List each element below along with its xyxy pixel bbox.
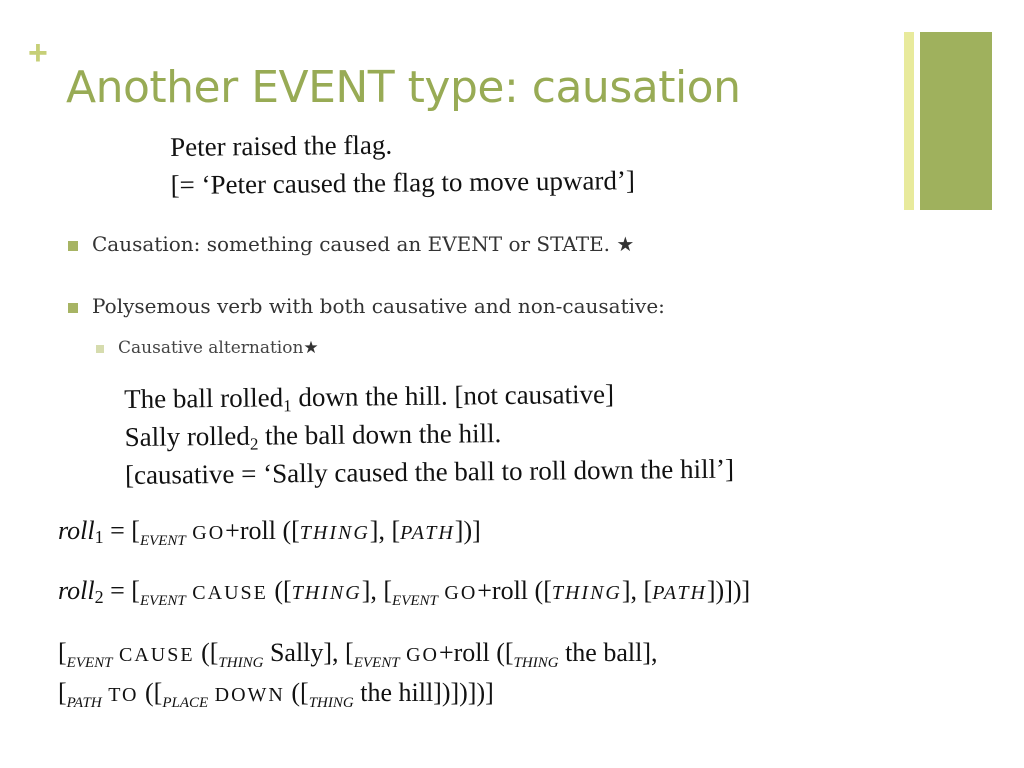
accent-bar-dark xyxy=(920,32,992,210)
formula-text: DOWN xyxy=(214,684,285,706)
star-icon: ★ xyxy=(616,232,635,256)
formula-text: = [ xyxy=(103,576,140,605)
bullet-polysemous xyxy=(92,294,665,318)
formula-text: Sally xyxy=(269,638,324,667)
formula-text: the hill xyxy=(360,678,434,707)
example-text: The ball rolled xyxy=(124,382,284,414)
example-roll xyxy=(124,374,734,494)
formula-text: +roll ([ xyxy=(477,576,552,605)
formula-roll1: roll1 = [$_{EVENT}$ GO+roll ([THING], [PATH])] xyxy=(58,516,481,549)
subscript: THING xyxy=(218,655,264,671)
slide-title: Another EVENT type: causation xyxy=(66,62,741,113)
formula-text: THING xyxy=(291,582,362,604)
formula-text: the ball xyxy=(565,638,643,667)
example-peter xyxy=(170,123,635,204)
example-text: Sally rolled xyxy=(124,420,250,452)
formula-text: = [ xyxy=(103,516,140,545)
subscript: EVENT xyxy=(139,593,186,609)
subscript: EVENT xyxy=(353,655,400,671)
subscript: 1 xyxy=(94,527,104,547)
bullet-text: Causation: something caused an EVENT or STATE. xyxy=(92,232,617,256)
formula-text: GO xyxy=(192,522,226,544)
bullet-marker xyxy=(68,241,78,251)
star-icon: ★ xyxy=(303,338,319,358)
formula-text: GO xyxy=(444,582,478,604)
bullet-text: Causative alternation xyxy=(118,338,304,358)
formula-text: PATH xyxy=(652,582,707,604)
subscript: EVENT xyxy=(392,593,438,609)
example-line: [= ‘Peter caused the flag to move upward’] xyxy=(170,165,636,200)
subscript: THING xyxy=(308,695,354,711)
bullet-marker xyxy=(68,303,78,313)
formula-text: roll xyxy=(58,576,95,605)
accent-bar-light xyxy=(904,32,914,210)
subscript: EVENT xyxy=(139,533,186,549)
subscript: 2 xyxy=(249,434,259,454)
bullet-text: Polysemous verb with both causative and non-causative: xyxy=(92,294,665,318)
formula-text: roll xyxy=(58,516,95,545)
formula-text: CAUSE xyxy=(192,582,268,604)
formula-text: THING xyxy=(299,522,370,544)
subscript: THING xyxy=(513,655,559,671)
plus-mark: + xyxy=(28,34,48,72)
subscript: PATH xyxy=(66,695,102,711)
formula-text: GO xyxy=(406,644,439,666)
example-line: Peter raised the flag. xyxy=(170,129,393,162)
subscript: EVENT xyxy=(66,655,113,671)
example-line: [causative = ‘Sally caused the ball to roll down the hill’] xyxy=(124,453,735,490)
sub-bullet-alternation xyxy=(118,338,319,358)
subscript: PLACE xyxy=(162,695,209,711)
formula-text: +roll ([ xyxy=(225,516,300,545)
formula-text: THING xyxy=(551,582,622,604)
subscript: 2 xyxy=(94,587,104,607)
bullet-causation xyxy=(92,232,634,256)
example-line xyxy=(124,374,733,418)
formula-text: TO xyxy=(108,684,139,706)
formula-text: PATH xyxy=(400,522,455,544)
subscript: 1 xyxy=(283,396,292,416)
formula-text: +roll ([ xyxy=(438,638,514,667)
example-text: the ball down the hill. xyxy=(258,418,502,451)
sub-bullet-marker xyxy=(96,345,104,353)
example-text: down the hill. [not causative] xyxy=(291,378,615,413)
formula-instance-line1: [$_{EVENT}$ CAUSE ([$_{THING}$ Sally], [$_{EVENT}$ GO+roll ([$_{THING}$ the ball], xyxy=(58,638,658,671)
example-line xyxy=(124,412,733,456)
formula-instance-line2: [$_{PATH}$ TO ([$_{PLACE}$ DOWN ([$_{THING}$ the hill])])])] xyxy=(58,678,494,711)
formula-roll2: roll2 = [$_{EVENT}$ CAUSE ([THING], [$_{EVENT}$ GO+roll ([THING], [PATH])])] xyxy=(58,576,751,609)
formula-text: CAUSE xyxy=(119,644,195,666)
